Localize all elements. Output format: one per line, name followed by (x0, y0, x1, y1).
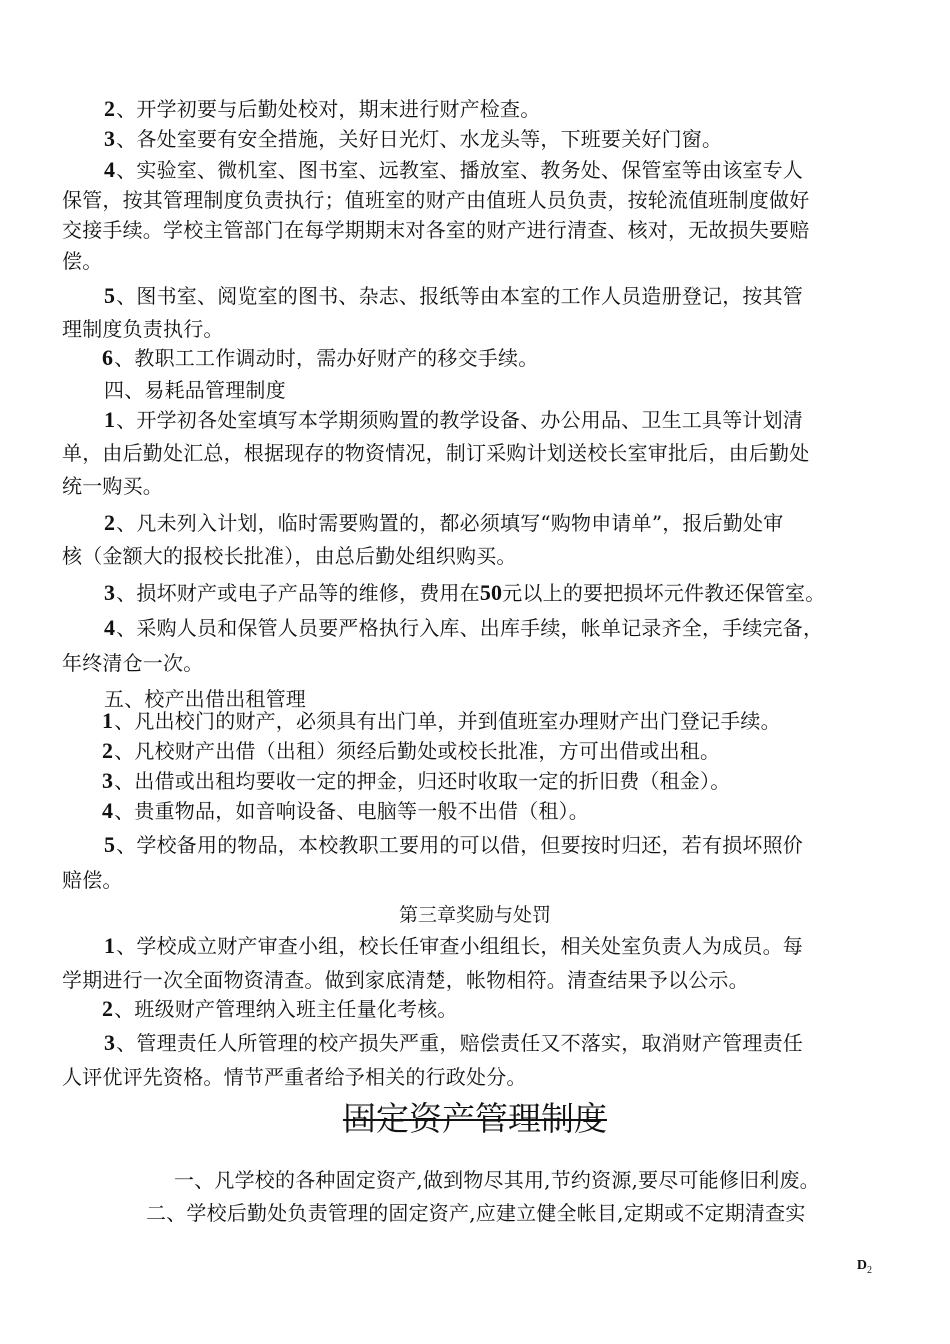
sec2-item5-line1 (104, 283, 803, 309)
item-number: 2 (104, 510, 116, 535)
chapter3-item2 (102, 996, 458, 1022)
item-number: 4 (104, 615, 116, 640)
item-text: 、凡校财产出借（出租）须经后勤处或校长批准，方可出借或出租。 (114, 739, 721, 763)
fixed-assets-title: 固定资产管理制度 (343, 1099, 607, 1138)
item-text: 、学校成立财产审查小组，校长任审查小组组长，相关处室负责人为成员。每 (116, 934, 804, 958)
item-text: 、贵重物品，如音响设备、电脑等一般不出借（租）。 (114, 799, 590, 823)
sec2-item4-line3: 交接手续。学校主管部门在每学期期末对各室的财产进行清查、核对，无故损失要赔 (62, 218, 810, 242)
sec4-item1-line3: 统一购买。 (62, 474, 163, 498)
amount-value: 50 (479, 580, 503, 605)
item-text: 、各处室要有安全措施，关好日光灯、水龙头等，下班要关好门窗。 (116, 127, 723, 151)
item-text: 、学校备用的物品，本校教职工要用的可以借，但要按时归还，若有损坏照价 (116, 833, 804, 857)
sec2-item5-line2: 理制度负责执行。 (62, 317, 224, 341)
sec4-item2-line1 (104, 510, 783, 536)
sec2-item2 (104, 96, 540, 122)
item-text: 、凡出校门的财产，必须具有出门单，并到值班室办理财产出门登记手续。 (114, 709, 781, 733)
chapter3-heading: 第三章奖励与处罚 (398, 904, 551, 926)
sec5-item5-line2: 赔偿。 (62, 868, 123, 892)
sec4-item1-line2: 单，由后勤处汇总，根据现存的物资情况，制订采购计划送校长室审批后，由后勤处 (62, 441, 810, 465)
sec2-item3 (104, 126, 722, 152)
item-text: 、损坏财产或电子产品等的维修，费用在 (116, 581, 480, 605)
footer-mark-sub: 2 (867, 1264, 872, 1276)
item-number: 3 (102, 768, 114, 793)
item-number: 2 (104, 96, 116, 121)
item-number: 5 (104, 832, 116, 857)
item-number: 2 (102, 996, 114, 1021)
item-text: 、实验室、微机室、图书室、远教室、播放室、教务处、保管室等由该室专人 (116, 158, 804, 182)
sec2-item6 (102, 345, 538, 371)
chapter3-item3-line2: 人评优评先资格。情节严重者给予相关的行政处分。 (62, 1065, 527, 1089)
chapter3-item1-line1 (104, 933, 803, 959)
item-number: 5 (104, 283, 116, 308)
item-text: 、图书室、阅览室的图书、杂志、报纸等由本室的工作人员造册登记，按其管 (116, 284, 804, 308)
sec5-item4 (102, 798, 589, 824)
sec5-item5-line1 (104, 832, 803, 858)
fixed-assets-rule2: 二、学校后勤处负责管理的固定资产,应建立健全帐目,定期或不定期清查实 (146, 1201, 806, 1225)
item-number: 4 (104, 157, 116, 182)
sec5-heading: 五、校产出借出租管理 (104, 687, 306, 711)
sec2-item4-line1 (104, 157, 803, 183)
item-number: 1 (104, 407, 116, 432)
item-number: 3 (104, 1030, 116, 1055)
sec4-item1-line1 (104, 407, 803, 433)
sec4-item3 (104, 580, 825, 606)
item-number: 3 (104, 126, 116, 151)
item-text: 、班级财产管理纳入班主任量化考核。 (114, 997, 458, 1021)
sec5-item3 (102, 768, 730, 794)
item-number: 6 (102, 345, 114, 370)
sec4-item2-line2: 核（金额大的报校长批准），由总后勤处组织购买。 (62, 544, 517, 568)
item-number: 3 (104, 580, 116, 605)
sec4-item4-line1 (104, 615, 823, 641)
sec4-item4-line2: 年终清仓一次。 (62, 651, 204, 675)
sec5-item2 (102, 738, 720, 764)
item-number: 2 (102, 738, 114, 763)
sec4-heading: 四、易耗品管理制度 (104, 378, 286, 402)
item-number: 1 (102, 708, 114, 733)
chapter3-item1-line2: 学期进行一次全面物资清查。做到家底清楚，帐物相符。清查结果予以公示。 (62, 968, 749, 992)
item-text: 、凡未列入计划，临时需要购置的，都必须填写“购物申请单”，报后勤处审 (116, 511, 784, 535)
page-footer-mark (857, 1258, 872, 1276)
sec2-item4-line2: 保管，按其管理制度负责执行；值班室的财产由值班人员负责，按轮流值班制度做好 (62, 188, 810, 212)
sec2-item4-line4: 偿。 (62, 249, 103, 273)
item-text: 、采购人员和保管人员要严格执行入库、出库手续，帐单记录齐全，手续完备， (116, 616, 824, 640)
footer-mark-letter: D (856, 1258, 867, 1273)
item-text: 、教职工工作调动时，需办好财产的移交手续。 (114, 346, 539, 370)
item-number: 4 (102, 798, 114, 823)
chapter3-item3-line1 (104, 1030, 803, 1056)
item-number: 1 (104, 933, 116, 958)
item-text: 元以上的要把损坏元件教还保管室。 (502, 581, 826, 605)
item-text: 、出借或出租均要收一定的押金，归还时收取一定的折旧费（租金）。 (114, 769, 731, 793)
item-text: 、开学初要与后勤处校对，期末进行财产检查。 (116, 97, 541, 121)
item-text: 、开学初各处室填写本学期须购置的教学设备、办公用品、卫生工具等计划清 (116, 408, 804, 432)
item-text: 、管理责任人所管理的校产损失严重，赔偿责任又不落实，取消财产管理责任 (116, 1031, 804, 1055)
fixed-assets-rule1: 一、凡学校的各种固定资产,做到物尽其用,节约资源,要尽可能修旧利废。 (174, 1168, 820, 1192)
sec5-item1 (102, 708, 781, 734)
